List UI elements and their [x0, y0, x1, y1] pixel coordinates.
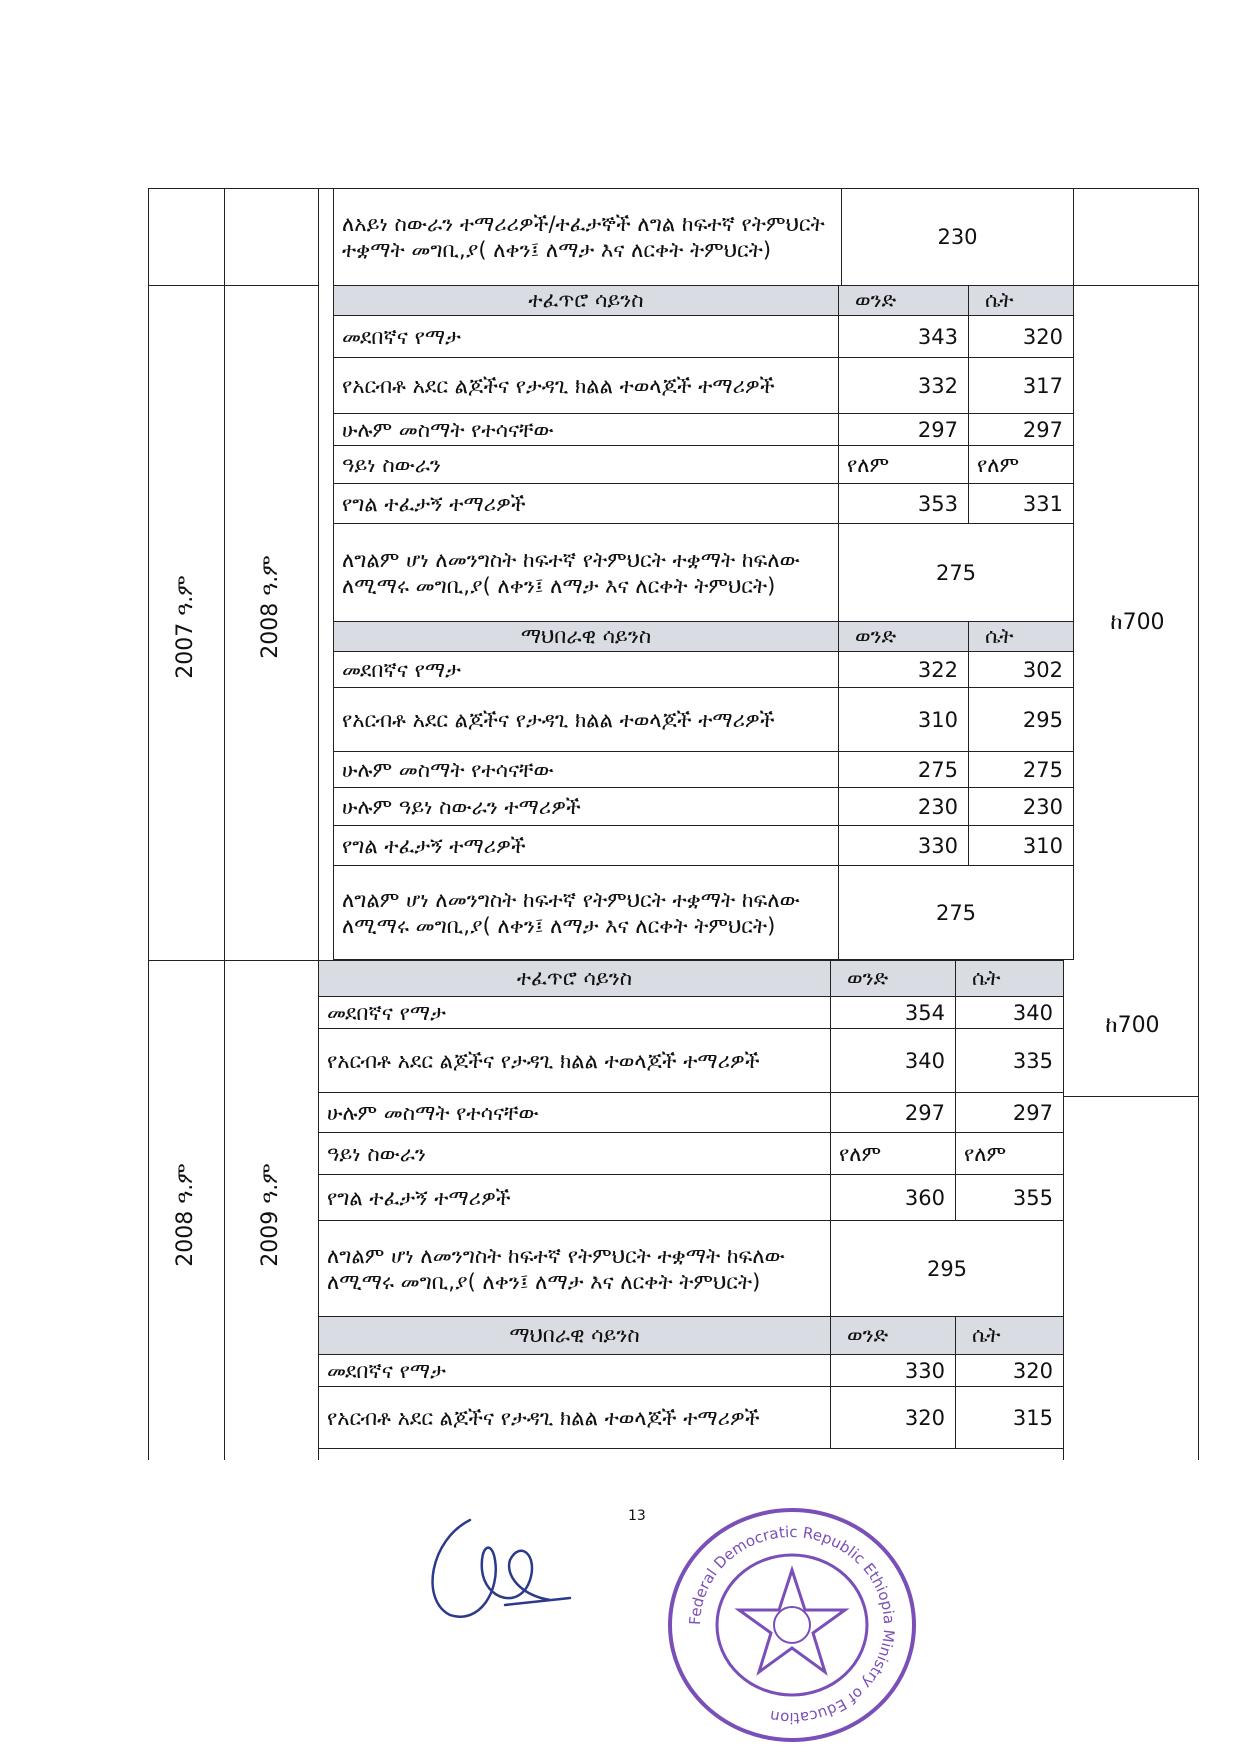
top-row-table — [333, 188, 1199, 286]
col-header-male: ወንድ — [831, 961, 956, 997]
year-label-2007: 2007 ዓ.ም — [173, 575, 198, 679]
table-row — [334, 826, 1074, 866]
table-row — [319, 1355, 1064, 1387]
row-label: የግል ተፈታኝ ተማሪዎች — [319, 1175, 831, 1221]
female-value: 302 — [969, 652, 1074, 688]
private-admission-label: ለግልም ሆነ ለመንግስት ከፍተኛ የትምህርት ተቋማት ከፍለው ለሚማሩ መግቢ,ያ( ለቀን፤ ለማታ እና ለርቀት ትምህርት) — [334, 524, 839, 622]
row-label: ዓይነ ስውራን — [319, 1133, 831, 1175]
row-label: የአርብቶ አደር ልጆችና የታዳጊ ክልል ተወላጆች ተማሪዎች — [319, 1029, 831, 1093]
male-value: 330 — [831, 1355, 956, 1387]
table-row — [319, 1175, 1064, 1221]
row-label: የግል ተፈታኝ ተማሪዎች — [334, 484, 839, 524]
table-row — [334, 446, 1074, 484]
row-label: መደበኛና የማታ — [334, 652, 839, 688]
table-row — [334, 358, 1074, 414]
female-value: 317 — [969, 358, 1074, 414]
block-a-side-rule — [1073, 285, 1074, 960]
female-value: 331 — [969, 484, 1074, 524]
female-value: 275 — [969, 752, 1074, 788]
female-value: 295 — [969, 688, 1074, 752]
row-label: ሁሉም ዓይነ ስውራን ተማሪዎች — [334, 788, 839, 826]
section-title-natural-b: ተፈጥሮ ሳይንስ — [319, 961, 831, 997]
table-row — [319, 1093, 1064, 1133]
row-label: መደበኛና የማታ — [319, 1355, 831, 1387]
female-value: 355 — [956, 1175, 1064, 1221]
table-row — [334, 524, 1074, 622]
table-row — [334, 652, 1074, 688]
female-value: 335 — [956, 1029, 1064, 1093]
top-row-value: 230 — [842, 189, 1074, 286]
row-label: የአርብቶ አደር ልጆችና የታዳጊ ክልል ተወላጆች ተማሪዎች — [334, 688, 839, 752]
col-header-male: ወንድ — [839, 286, 969, 316]
male-value: 354 — [831, 997, 956, 1029]
female-value: 315 — [956, 1387, 1064, 1449]
female-value: 320 — [969, 316, 1074, 358]
row-label: ሁሉም መስማት የተሳናቸው — [334, 414, 839, 446]
private-admission-label: ለግልም ሆነ ለመንግስት ከፍተኛ የትምህርት ተቋማት ከፍለው ለሚማሩ መግቢ,ያ( ለቀን፤ ለማታ እና ለርቀት ትምህርት) — [334, 866, 839, 960]
female-value: የለም — [956, 1133, 1064, 1175]
female-value: 340 — [956, 997, 1064, 1029]
male-value: 230 — [839, 788, 969, 826]
section-title-natural-a: ተፈጥሮ ሳይንስ — [334, 286, 839, 316]
col-header-female: ሴት — [956, 961, 1064, 997]
female-value: 297 — [956, 1093, 1064, 1133]
out-of-label-a: ከ700 — [1110, 610, 1165, 635]
year-divider-1 — [224, 188, 225, 1460]
female-value: 297 — [969, 414, 1074, 446]
section-divider-a — [148, 285, 318, 286]
right-border — [1198, 188, 1199, 1460]
block-a-table — [333, 285, 1074, 960]
table-row — [334, 484, 1074, 524]
table-row — [334, 688, 1074, 752]
left-border — [148, 188, 149, 1460]
block-b-side-rule — [1063, 960, 1064, 1460]
page-number: 13 — [628, 1508, 646, 1524]
male-value: 353 — [839, 484, 969, 524]
male-value: የለም — [831, 1133, 956, 1175]
col-header-male: ወንድ — [839, 622, 969, 652]
col-header-female: ሴት — [969, 622, 1074, 652]
male-value: 310 — [839, 688, 969, 752]
male-value: 332 — [839, 358, 969, 414]
table-row — [319, 997, 1064, 1029]
male-value: 360 — [831, 1175, 956, 1221]
top-row-label: ለአይነ ስውራን ተማሪሪዎች/ተፈታኞች ለግል ከፍተኛ የትምህርት ተቋማት መግቢ,ያ( ለቀን፤ ለማታ እና ለርቀት ትምህርት) — [334, 189, 842, 286]
male-value: 330 — [839, 826, 969, 866]
private-admission-label: ለግልም ሆነ ለመንግስት ከፍተኛ የትምህርት ተቋማት ከፍለው ለሚማሩ መግቢ,ያ( ለቀን፤ ለማታ እና ለርቀት ትምህርት) — [319, 1221, 831, 1317]
table-row — [319, 1029, 1064, 1093]
private-admission-value: 275 — [839, 524, 1074, 622]
table-row — [334, 316, 1074, 358]
section-title-social-a: ማህበራዊ ሳይንስ — [334, 622, 839, 652]
male-value: 343 — [839, 316, 969, 358]
male-value: 297 — [839, 414, 969, 446]
year-label-2008-b: 2008 ዓ.ም — [173, 1163, 198, 1267]
female-value: 310 — [969, 826, 1074, 866]
table-row — [319, 1221, 1064, 1317]
male-value: የለም — [839, 446, 969, 484]
official-seal — [660, 1500, 925, 1750]
male-value: 340 — [831, 1029, 956, 1093]
table-row — [334, 866, 1074, 960]
signature-image — [410, 1500, 580, 1630]
table-row — [334, 414, 1074, 446]
seal-text: Federal Democratic Republic Ethiopia Ministry of Education — [685, 1522, 899, 1728]
row-label: የአርብቶ አደር ልጆችና የታዳጊ ክልል ተወላጆች ተማሪዎች — [334, 358, 839, 414]
table-row — [334, 752, 1074, 788]
row-label: የግል ተፈታኝ ተማሪዎች — [334, 826, 839, 866]
out-of-label-b: ከ700 — [1105, 1013, 1160, 1038]
male-value: 297 — [831, 1093, 956, 1133]
table-row — [319, 1133, 1064, 1175]
male-value: 322 — [839, 652, 969, 688]
row-label: ሁሉም መስማት የተሳናቸው — [319, 1093, 831, 1133]
male-value: 320 — [831, 1387, 956, 1449]
row-label: መደበኛና የማታ — [334, 316, 839, 358]
block-b-table — [318, 960, 1064, 1449]
section-title-social-b: ማህበራዊ ሳይንስ — [319, 1317, 831, 1355]
col-header-female: ሴት — [969, 286, 1074, 316]
female-value: የለም — [969, 446, 1074, 484]
year-label-2009: 2009 ዓ.ም — [258, 1163, 283, 1267]
block-b-side-divider — [1063, 1096, 1198, 1097]
row-label: የአርብቶ አደር ልጆችና የታዳጊ ክልል ተወላጆች ተማሪዎች — [319, 1387, 831, 1449]
top-row-empty — [1074, 189, 1199, 286]
male-value: 275 — [839, 752, 969, 788]
year-label-2008-a: 2008 ዓ.ም — [258, 555, 283, 659]
col-header-female: ሴት — [956, 1317, 1064, 1355]
row-label: ሁሉም መስማት የተሳናቸው — [334, 752, 839, 788]
female-value: 320 — [956, 1355, 1064, 1387]
col-header-male: ወንድ — [831, 1317, 956, 1355]
female-value: 230 — [969, 788, 1074, 826]
section-divider-b — [148, 960, 318, 961]
private-admission-value: 275 — [839, 866, 1074, 960]
row-label: ዓይነ ስውራን — [334, 446, 839, 484]
row-label: መደበኛና የማታ — [319, 997, 831, 1029]
private-admission-value: 295 — [831, 1221, 1064, 1317]
table-row — [319, 1387, 1064, 1449]
table-row — [334, 788, 1074, 826]
